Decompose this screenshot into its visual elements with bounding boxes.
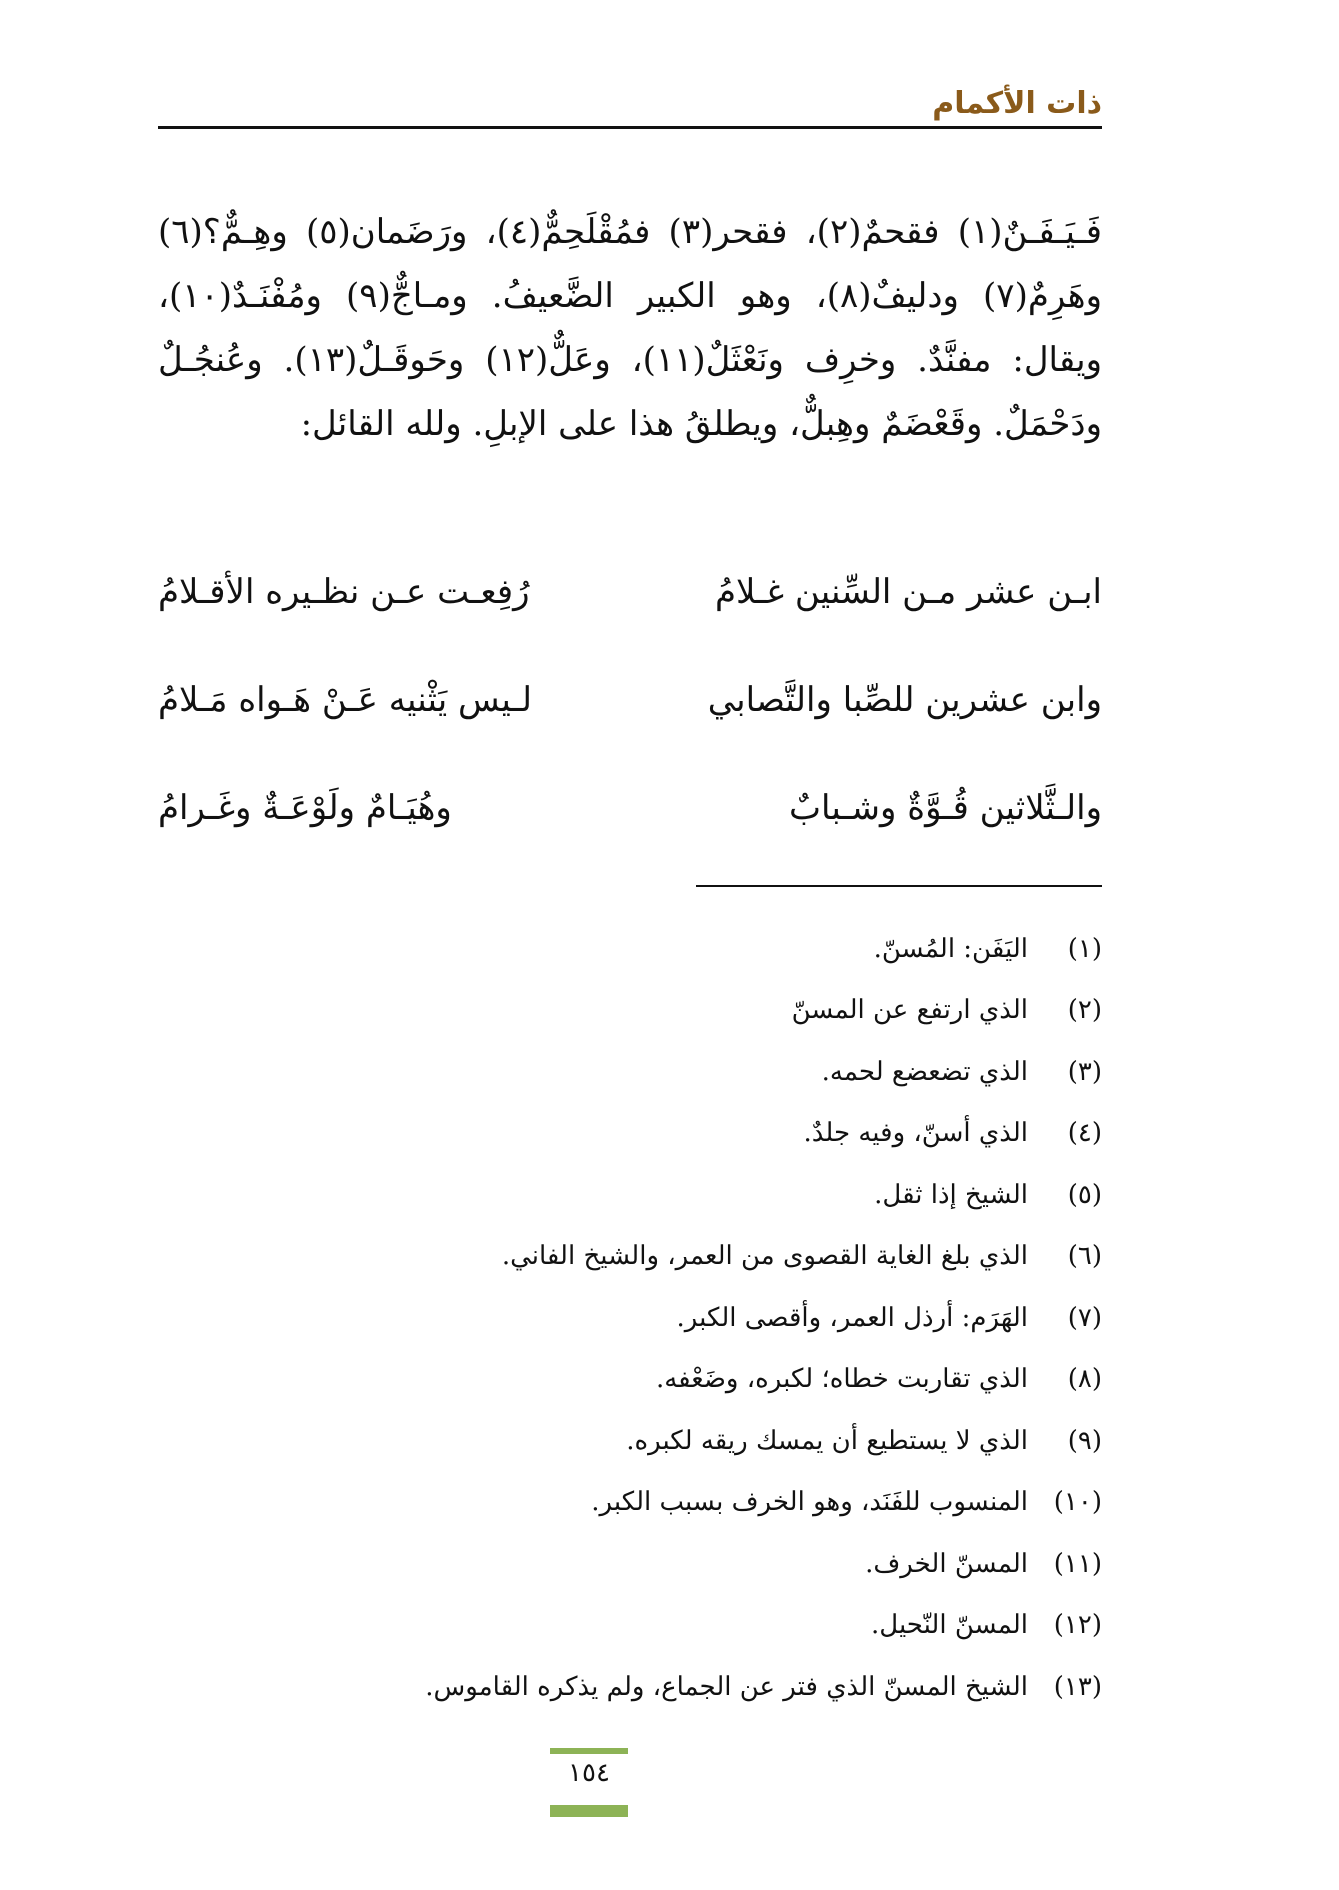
verse-line: [158, 646, 1102, 754]
footnote-text: الهَرَم: أرذل العمر، وأقصى الكبر.: [676, 1302, 1028, 1333]
verse-first-hemistich: وابن عشرين للصِّبا والتَّصابي: [707, 680, 1102, 720]
footnote-item: [158, 1595, 1102, 1657]
footnote-item: [158, 1533, 1102, 1595]
footnote-number: (١٣): [1053, 1671, 1102, 1702]
footnote-text: الذي أسنّ، وفيه جلدٌ.: [803, 1118, 1028, 1149]
footnote-number: (٥): [1067, 1179, 1102, 1210]
header-rule: [158, 126, 1102, 129]
verse-second-hemistich: رُفِعـت عـن نظـيره الأقـلامُ: [158, 572, 530, 612]
footnote-item: [158, 1349, 1102, 1411]
footnote-item: [158, 1041, 1102, 1103]
footnote-text: المسنّ النّحيل.: [870, 1610, 1028, 1641]
footnote-item: [158, 1656, 1102, 1718]
paragraph-text: فَـيَـفَـنٌ(١) فقحمٌ(٢)، فقحر(٣) فمُقْلَحِمٌّ(٤)، ورَضَمان(٥) وهِـمٌّ؟(٦) وهَرِمٌ(٧) ودليفٌ(٨)، وهو الكبير الضَّعيفُ. ومـاجٌّ(٩) ومُفْنَـدٌ(١٠)، ويقال: مفنَّدٌ. وخرِف ونَعْثَلٌ(١١)، وعَلٌّ(١٢) وحَوقَـلٌ(١٣). وعُنجُـلٌ ودَحْمَلٌ. وقَعْضَمٌ وهِبلٌّ، ويطلقُ هذا على الإبلِ. ولله القائل:: [158, 212, 1102, 444]
verse-second-hemistich: وهُيَـامٌ ولَوْعَـةٌ وغَـرامُ: [158, 788, 452, 828]
header-title: ذات الأكمام: [932, 86, 1102, 121]
footnote-number: (١): [1067, 933, 1102, 964]
footnote-item: [158, 1410, 1102, 1472]
footnote-text: الشيخ المسنّ الذي فتر عن الجماع، ولم يذكره القاموس.: [425, 1671, 1028, 1702]
footnote-text: المنسوب للفَنَد، وهو الخرف بسبب الكبر.: [591, 1487, 1028, 1518]
footnote-text: الذي لا يستطيع أن يمسك ريقه لكبره.: [626, 1425, 1028, 1456]
footnote-text: الذي تضعضع لحمه.: [821, 1056, 1028, 1087]
footnote-separator: [696, 885, 1102, 887]
footnote-item: [158, 918, 1102, 980]
footnote-number: (١١): [1053, 1548, 1102, 1579]
footnote-item: [158, 1103, 1102, 1165]
footnote-number: (١٢): [1053, 1610, 1102, 1641]
page-number: ١٥٤: [568, 1758, 610, 1788]
footnote-text: الشيخ إذا ثقل.: [874, 1179, 1028, 1210]
body-paragraph: [158, 200, 1102, 456]
verse-first-hemistich: ابـن عشر مـن السِّنين غـلامُ: [714, 572, 1102, 612]
footnote-number: (٣): [1067, 1056, 1102, 1087]
verse-line: [158, 538, 1102, 646]
verse-line: [158, 754, 1102, 862]
footnote-number: (١٠): [1053, 1487, 1102, 1518]
footnote-item: [158, 1287, 1102, 1349]
footnote-number: (٦): [1067, 1241, 1102, 1272]
footnote-number: (٤): [1067, 1118, 1102, 1149]
verse-first-hemistich: والـثَّلاثين قُـوَّةٌ وشـبابٌ: [788, 788, 1102, 828]
footnote-number: (٨): [1067, 1364, 1102, 1395]
footnote-number: (٩): [1067, 1425, 1102, 1456]
footnote-text: الذي بلغ الغاية القصوى من العمر، والشيخ الفاني.: [501, 1241, 1028, 1272]
page-number-top-bar: [550, 1748, 628, 1754]
footnote-text: اليَفَن: المُسنّ.: [873, 933, 1028, 964]
footnotes-list: [158, 918, 1102, 1718]
footnote-item: [158, 1164, 1102, 1226]
footnote-item: [158, 1226, 1102, 1288]
poem: [158, 538, 1102, 862]
footnote-item: [158, 1472, 1102, 1534]
verse-second-hemistich: لـيس يَثْنيه عَـنْ هَـواه مَـلامُ: [158, 680, 532, 720]
footnote-text: الذي تقاربت خطاه؛ لكبره، وضَعْفه.: [655, 1364, 1028, 1395]
page-number-bottom-bar: [550, 1805, 628, 1817]
footnote-number: (٧): [1067, 1302, 1102, 1333]
footnote-text: المسنّ الخرف.: [865, 1548, 1028, 1579]
footnote-item: [158, 980, 1102, 1042]
footnote-number: (٢): [1067, 995, 1102, 1026]
footnote-text: الذي ارتفع عن المسنّ: [791, 995, 1028, 1026]
